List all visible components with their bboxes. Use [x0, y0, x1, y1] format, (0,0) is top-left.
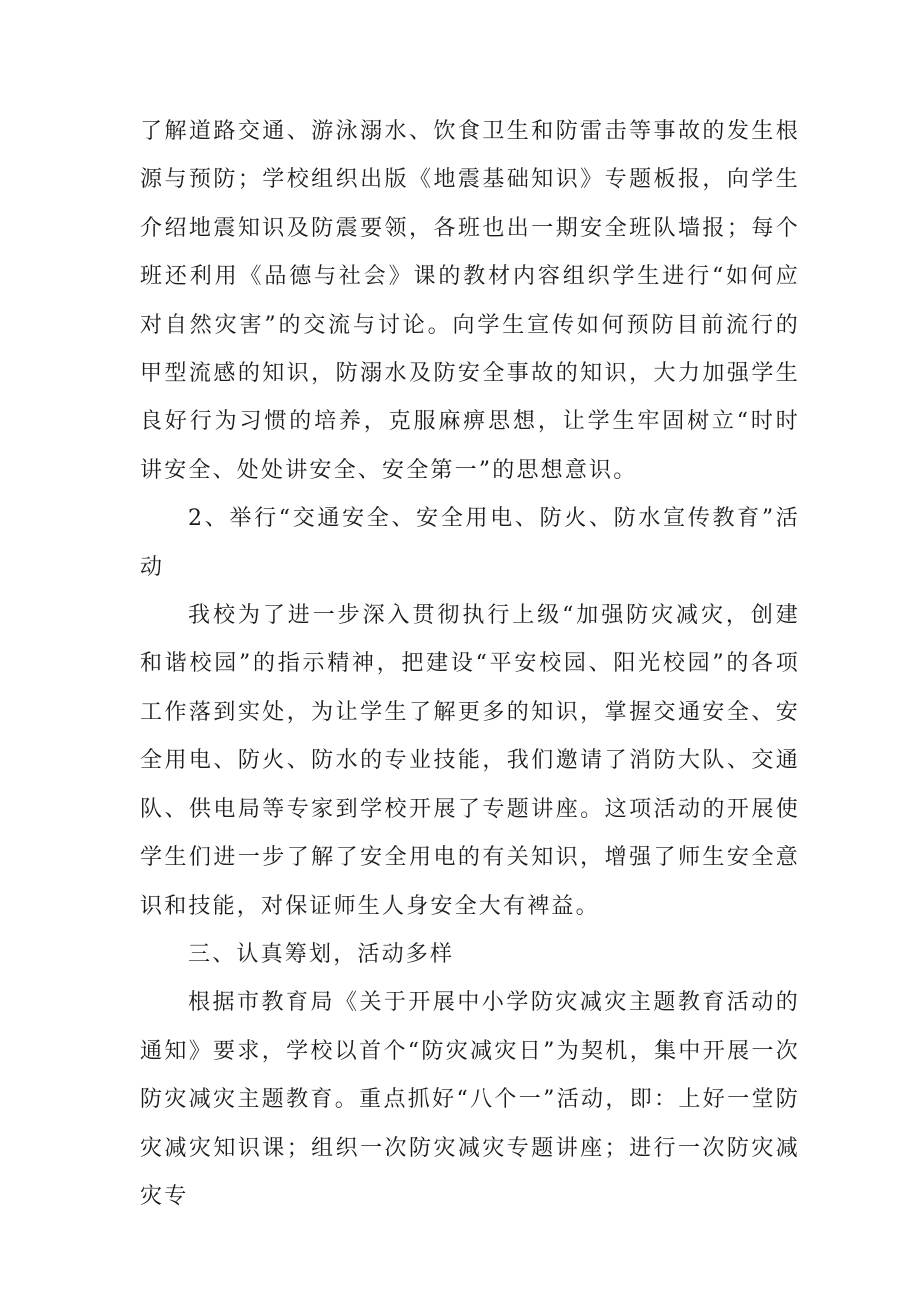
heading-activity-2: 2、举行“交通安全、安全用电、防火、防水宣传教育”活动 [140, 506, 800, 580]
document-body [140, 108, 800, 1221]
paragraph-prevention-education: 了解道路交通、游泳溺水、饮食卫生和防雷击等事故的发生根源与预防；学校组织出版《地震基础知识》专题板报，向学生介绍地震知识及防震要领，各班也出一期安全班队墙报；每个班还利用《品德与社会》课的教材内容组织学生进行“如何应对自然灾害”的交流与讨论。向学生宣传如何预防目前流行的甲型流感的知识，防溺水及防安全事故的知识，大力加强学生良好行为习惯的培养，克服麻痹思想，让学生牢固树立“时时讲安全、处处讲安全、安全第一”的思想意识。 [140, 119, 800, 483]
paragraph-eight-ones: 根据市教育局《关于开展中小学防灾减灾主题教育活动的通知》要求，学校以首个“防灾减灾日”为契机，集中开展一次防灾减灾主题教育。重点抓好“八个一”活动，即：上好一堂防灾减灾知识课；组织一次防灾减灾专题讲座；进行一次防灾减灾专 [140, 990, 800, 1209]
heading-section-3: 三、认真筹划，活动多样 [188, 941, 455, 967]
paragraph-lectures: 我校为了进一步深入贯彻执行上级“加强防灾减灾，创建和谐校园”的指示精神，把建设“平安校园、阳光校园”的各项工作落到实处，为让学生了解更多的知识，掌握交通安全、安全用电、防火、防水的专业技能，我们邀请了消防大队、交通队、供电局等专家到学校开展了专题讲座。这项活动的开展使学生们进一步了解了安全用电的有关知识，增强了师生安全意识和技能，对保证师生人身安全大有裨益。 [140, 603, 800, 919]
